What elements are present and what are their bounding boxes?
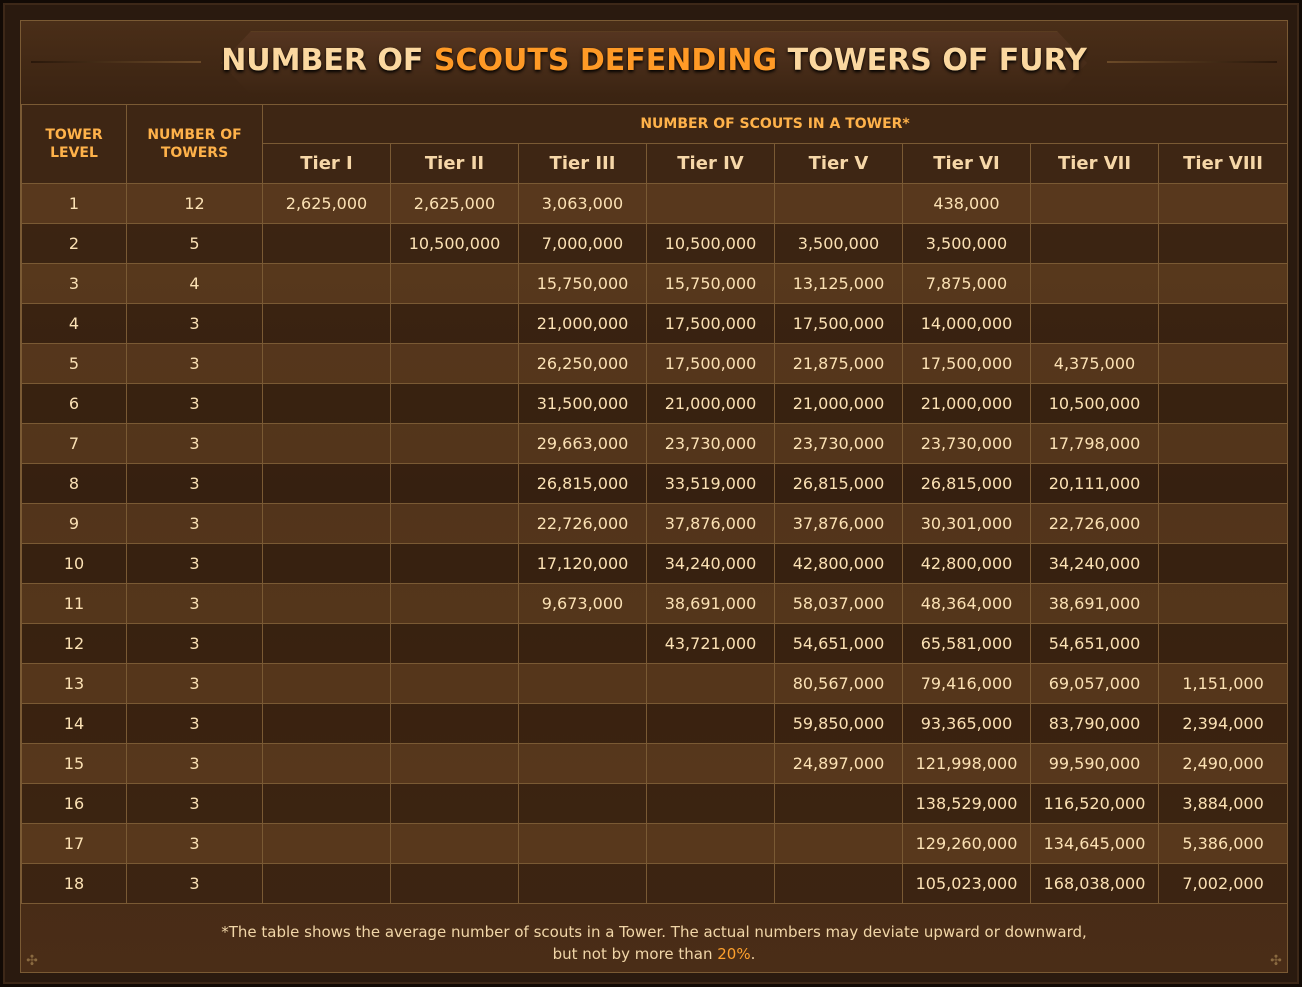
table-row <box>22 464 1288 504</box>
table-row <box>22 744 1288 784</box>
header-tier-1: Tier I <box>263 144 391 184</box>
cell-tier-2 <box>391 784 519 824</box>
cell-tower-level: 7 <box>22 424 127 464</box>
cell-tier-7 <box>1031 304 1159 344</box>
cell-tier-5: 3,500,000 <box>775 224 903 264</box>
header-number-of-towers: NUMBER OF TOWERS <box>127 105 263 184</box>
cell-tier-7: 168,038,000 <box>1031 864 1159 904</box>
cell-tier-5 <box>775 864 903 904</box>
cell-tier-5: 59,850,000 <box>775 704 903 744</box>
cell-tier-4: 17,500,000 <box>647 344 775 384</box>
cell-tier-4 <box>647 864 775 904</box>
cell-tower-level: 8 <box>22 464 127 504</box>
cell-tier-4: 15,750,000 <box>647 264 775 304</box>
cell-tier-7: 22,726,000 <box>1031 504 1159 544</box>
cell-number-of-towers: 5 <box>127 224 263 264</box>
cell-tier-5: 80,567,000 <box>775 664 903 704</box>
cell-tier-8 <box>1159 504 1288 544</box>
cell-tier-4 <box>647 184 775 224</box>
cell-tier-1 <box>263 464 391 504</box>
cell-tier-5: 17,500,000 <box>775 304 903 344</box>
cell-tier-1: 2,625,000 <box>263 184 391 224</box>
cell-tier-6: 23,730,000 <box>903 424 1031 464</box>
cell-number-of-towers: 3 <box>127 784 263 824</box>
cell-number-of-towers: 3 <box>127 584 263 624</box>
cell-tier-2: 2,625,000 <box>391 184 519 224</box>
cell-number-of-towers: 12 <box>127 184 263 224</box>
cell-tier-1 <box>263 584 391 624</box>
cell-tier-3 <box>519 624 647 664</box>
cell-tier-2 <box>391 664 519 704</box>
cell-tier-3 <box>519 744 647 784</box>
cell-number-of-towers: 3 <box>127 864 263 904</box>
cell-tier-5: 42,800,000 <box>775 544 903 584</box>
footnote <box>21 921 1287 973</box>
header-tier-3: Tier III <box>519 144 647 184</box>
cell-tier-5: 26,815,000 <box>775 464 903 504</box>
cell-tier-3 <box>519 824 647 864</box>
cell-number-of-towers: 3 <box>127 664 263 704</box>
corner-ornament-icon: ✣ <box>26 953 38 969</box>
cell-tower-level: 15 <box>22 744 127 784</box>
header-tier-6: Tier VI <box>903 144 1031 184</box>
cell-tier-8 <box>1159 224 1288 264</box>
corner-ornament-icon: ✣ <box>1270 953 1282 969</box>
cell-tier-6: 26,815,000 <box>903 464 1031 504</box>
cell-tier-8 <box>1159 544 1288 584</box>
cell-tier-5: 13,125,000 <box>775 264 903 304</box>
title-part-2: TOWERS OF FURY <box>777 43 1087 78</box>
cell-tier-8: 1,151,000 <box>1159 664 1288 704</box>
cell-tier-5: 23,730,000 <box>775 424 903 464</box>
cell-tier-4: 23,730,000 <box>647 424 775 464</box>
cell-tier-5: 58,037,000 <box>775 584 903 624</box>
table-row <box>22 584 1288 624</box>
cell-tier-1 <box>263 544 391 584</box>
cell-tier-5: 21,000,000 <box>775 384 903 424</box>
cell-tier-5: 54,651,000 <box>775 624 903 664</box>
table-row <box>22 224 1288 264</box>
cell-tower-level: 16 <box>22 784 127 824</box>
cell-tower-level: 10 <box>22 544 127 584</box>
cell-tier-3: 3,063,000 <box>519 184 647 224</box>
cell-number-of-towers: 3 <box>127 704 263 744</box>
cell-tier-8 <box>1159 584 1288 624</box>
cell-tier-6: 105,023,000 <box>903 864 1031 904</box>
footnote-line-2-prefix: but not by more than <box>552 945 718 963</box>
cell-tower-level: 11 <box>22 584 127 624</box>
cell-tier-7: 116,520,000 <box>1031 784 1159 824</box>
cell-tower-level: 17 <box>22 824 127 864</box>
cell-tier-6: 7,875,000 <box>903 264 1031 304</box>
cell-tier-7: 10,500,000 <box>1031 384 1159 424</box>
cell-tier-4: 33,519,000 <box>647 464 775 504</box>
cell-number-of-towers: 3 <box>127 504 263 544</box>
cell-tier-7: 38,691,000 <box>1031 584 1159 624</box>
header-tower-level: TOWER LEVEL <box>22 105 127 184</box>
cell-tier-8 <box>1159 344 1288 384</box>
cell-tier-3: 9,673,000 <box>519 584 647 624</box>
cell-tier-3: 26,815,000 <box>519 464 647 504</box>
cell-number-of-towers: 3 <box>127 624 263 664</box>
table-row <box>22 624 1288 664</box>
cell-tier-3: 26,250,000 <box>519 344 647 384</box>
cell-tier-2 <box>391 504 519 544</box>
cell-tier-6: 42,800,000 <box>903 544 1031 584</box>
cell-tier-2 <box>391 344 519 384</box>
cell-tier-2 <box>391 824 519 864</box>
cell-tier-6: 138,529,000 <box>903 784 1031 824</box>
cell-tier-1 <box>263 664 391 704</box>
footnote-line-1: *The table shows the average number of scouts in a Tower. The actual numbers may deviate upward or downward, <box>221 923 1087 941</box>
cell-tier-1 <box>263 504 391 544</box>
table-row <box>22 784 1288 824</box>
cell-tower-level: 6 <box>22 384 127 424</box>
cell-tier-7: 69,057,000 <box>1031 664 1159 704</box>
cell-tier-4: 43,721,000 <box>647 624 775 664</box>
cell-tier-3: 31,500,000 <box>519 384 647 424</box>
cell-tier-2 <box>391 384 519 424</box>
cell-tier-4: 17,500,000 <box>647 304 775 344</box>
cell-tier-1 <box>263 264 391 304</box>
cell-tower-level: 3 <box>22 264 127 304</box>
cell-tier-6: 30,301,000 <box>903 504 1031 544</box>
header-tier-8: Tier VIII <box>1159 144 1288 184</box>
table-row <box>22 424 1288 464</box>
cell-tier-4: 21,000,000 <box>647 384 775 424</box>
title-part-1: NUMBER OF <box>221 43 434 78</box>
cell-tier-4 <box>647 744 775 784</box>
cell-tier-7 <box>1031 224 1159 264</box>
cell-number-of-towers: 3 <box>127 424 263 464</box>
cell-tier-5 <box>775 184 903 224</box>
cell-tier-1 <box>263 864 391 904</box>
cell-tier-1 <box>263 224 391 264</box>
table-row <box>22 384 1288 424</box>
cell-tier-4: 38,691,000 <box>647 584 775 624</box>
cell-tier-3: 21,000,000 <box>519 304 647 344</box>
cell-tier-5 <box>775 824 903 864</box>
cell-number-of-towers: 3 <box>127 304 263 344</box>
cell-tier-7: 99,590,000 <box>1031 744 1159 784</box>
cell-tier-8: 2,490,000 <box>1159 744 1288 784</box>
header-tier-7: Tier VII <box>1031 144 1159 184</box>
cell-tier-2 <box>391 264 519 304</box>
cell-tower-level: 2 <box>22 224 127 264</box>
header-tier-5: Tier V <box>775 144 903 184</box>
cell-tier-8: 5,386,000 <box>1159 824 1288 864</box>
cell-number-of-towers: 3 <box>127 344 263 384</box>
cell-tier-1 <box>263 824 391 864</box>
table-row <box>22 304 1288 344</box>
table-panel <box>20 20 1288 973</box>
header-tier-2: Tier II <box>391 144 519 184</box>
cell-tier-1 <box>263 424 391 464</box>
cell-tier-4: 10,500,000 <box>647 224 775 264</box>
cell-tier-7: 34,240,000 <box>1031 544 1159 584</box>
cell-tier-6: 93,365,000 <box>903 704 1031 744</box>
cell-tier-2 <box>391 624 519 664</box>
table-row <box>22 344 1288 384</box>
cell-tier-6: 65,581,000 <box>903 624 1031 664</box>
cell-tier-3: 7,000,000 <box>519 224 647 264</box>
cell-tier-8 <box>1159 464 1288 504</box>
cell-tower-level: 4 <box>22 304 127 344</box>
cell-tier-8: 7,002,000 <box>1159 864 1288 904</box>
cell-tier-2 <box>391 544 519 584</box>
cell-tier-4: 34,240,000 <box>647 544 775 584</box>
cell-tier-1 <box>263 784 391 824</box>
table-row <box>22 544 1288 584</box>
cell-tier-8 <box>1159 424 1288 464</box>
cell-tier-5: 37,876,000 <box>775 504 903 544</box>
footnote-line-2-suffix: . <box>750 945 756 963</box>
table-row <box>22 504 1288 544</box>
cell-tier-1 <box>263 624 391 664</box>
table-row <box>22 864 1288 904</box>
cell-tier-6: 3,500,000 <box>903 224 1031 264</box>
cell-tier-8 <box>1159 184 1288 224</box>
cell-tier-8 <box>1159 624 1288 664</box>
cell-tier-7: 20,111,000 <box>1031 464 1159 504</box>
cell-tower-level: 13 <box>22 664 127 704</box>
cell-tier-3 <box>519 664 647 704</box>
cell-tier-2 <box>391 704 519 744</box>
cell-number-of-towers: 3 <box>127 744 263 784</box>
cell-number-of-towers: 3 <box>127 544 263 584</box>
cell-tier-4: 37,876,000 <box>647 504 775 544</box>
footnote-line-2 <box>21 943 1287 965</box>
cell-tier-3: 29,663,000 <box>519 424 647 464</box>
footnote-percentage: 20% <box>717 945 751 963</box>
cell-tier-7 <box>1031 264 1159 304</box>
cell-tier-5: 21,875,000 <box>775 344 903 384</box>
cell-number-of-towers: 4 <box>127 264 263 304</box>
cell-tier-7: 134,645,000 <box>1031 824 1159 864</box>
cell-tier-2 <box>391 744 519 784</box>
cell-tier-6: 14,000,000 <box>903 304 1031 344</box>
cell-tower-level: 5 <box>22 344 127 384</box>
cell-tier-3: 22,726,000 <box>519 504 647 544</box>
cell-tier-3 <box>519 864 647 904</box>
cell-tier-7: 4,375,000 <box>1031 344 1159 384</box>
cell-tier-2 <box>391 584 519 624</box>
cell-tier-2: 10,500,000 <box>391 224 519 264</box>
cell-tier-1 <box>263 344 391 384</box>
cell-tier-8 <box>1159 264 1288 304</box>
table-row <box>22 664 1288 704</box>
table-row <box>22 824 1288 864</box>
cell-tower-level: 9 <box>22 504 127 544</box>
cell-tier-8 <box>1159 304 1288 344</box>
cell-tier-1 <box>263 744 391 784</box>
cell-tier-3: 17,120,000 <box>519 544 647 584</box>
cell-tier-7: 17,798,000 <box>1031 424 1159 464</box>
cell-tier-5 <box>775 784 903 824</box>
cell-tier-3 <box>519 784 647 824</box>
cell-number-of-towers: 3 <box>127 384 263 424</box>
cell-tier-6: 17,500,000 <box>903 344 1031 384</box>
cell-tier-4 <box>647 824 775 864</box>
cell-tier-5: 24,897,000 <box>775 744 903 784</box>
header-scouts-group: NUMBER OF SCOUTS IN A TOWER* <box>263 105 1288 144</box>
cell-tier-4 <box>647 784 775 824</box>
cell-tier-1 <box>263 304 391 344</box>
scouts-table <box>21 104 1288 904</box>
cell-tier-2 <box>391 464 519 504</box>
cell-tier-8: 3,884,000 <box>1159 784 1288 824</box>
table-row <box>22 184 1288 224</box>
cell-tier-6: 79,416,000 <box>903 664 1031 704</box>
cell-tower-level: 12 <box>22 624 127 664</box>
cell-tier-6: 129,260,000 <box>903 824 1031 864</box>
cell-tower-level: 1 <box>22 184 127 224</box>
cell-tier-4 <box>647 704 775 744</box>
cell-tier-6: 438,000 <box>903 184 1031 224</box>
cell-tower-level: 18 <box>22 864 127 904</box>
cell-tier-6: 48,364,000 <box>903 584 1031 624</box>
table-row <box>22 264 1288 304</box>
cell-number-of-towers: 3 <box>127 824 263 864</box>
cell-tier-7: 83,790,000 <box>1031 704 1159 744</box>
title-banner <box>21 21 1287 104</box>
cell-tier-1 <box>263 704 391 744</box>
cell-tier-2 <box>391 864 519 904</box>
cell-tier-1 <box>263 384 391 424</box>
cell-tier-3: 15,750,000 <box>519 264 647 304</box>
cell-tower-level: 14 <box>22 704 127 744</box>
cell-tier-6: 21,000,000 <box>903 384 1031 424</box>
title-highlight: SCOUTS DEFENDING <box>433 43 778 78</box>
cell-tier-2 <box>391 424 519 464</box>
cell-tier-3 <box>519 704 647 744</box>
header-tier-4: Tier IV <box>647 144 775 184</box>
cell-tier-6: 121,998,000 <box>903 744 1031 784</box>
cell-tier-2 <box>391 304 519 344</box>
cell-tier-4 <box>647 664 775 704</box>
cell-tier-8: 2,394,000 <box>1159 704 1288 744</box>
page-title <box>21 43 1287 78</box>
cell-tier-7: 54,651,000 <box>1031 624 1159 664</box>
cell-tier-8 <box>1159 384 1288 424</box>
cell-tier-7 <box>1031 184 1159 224</box>
cell-number-of-towers: 3 <box>127 464 263 504</box>
table-row <box>22 704 1288 744</box>
